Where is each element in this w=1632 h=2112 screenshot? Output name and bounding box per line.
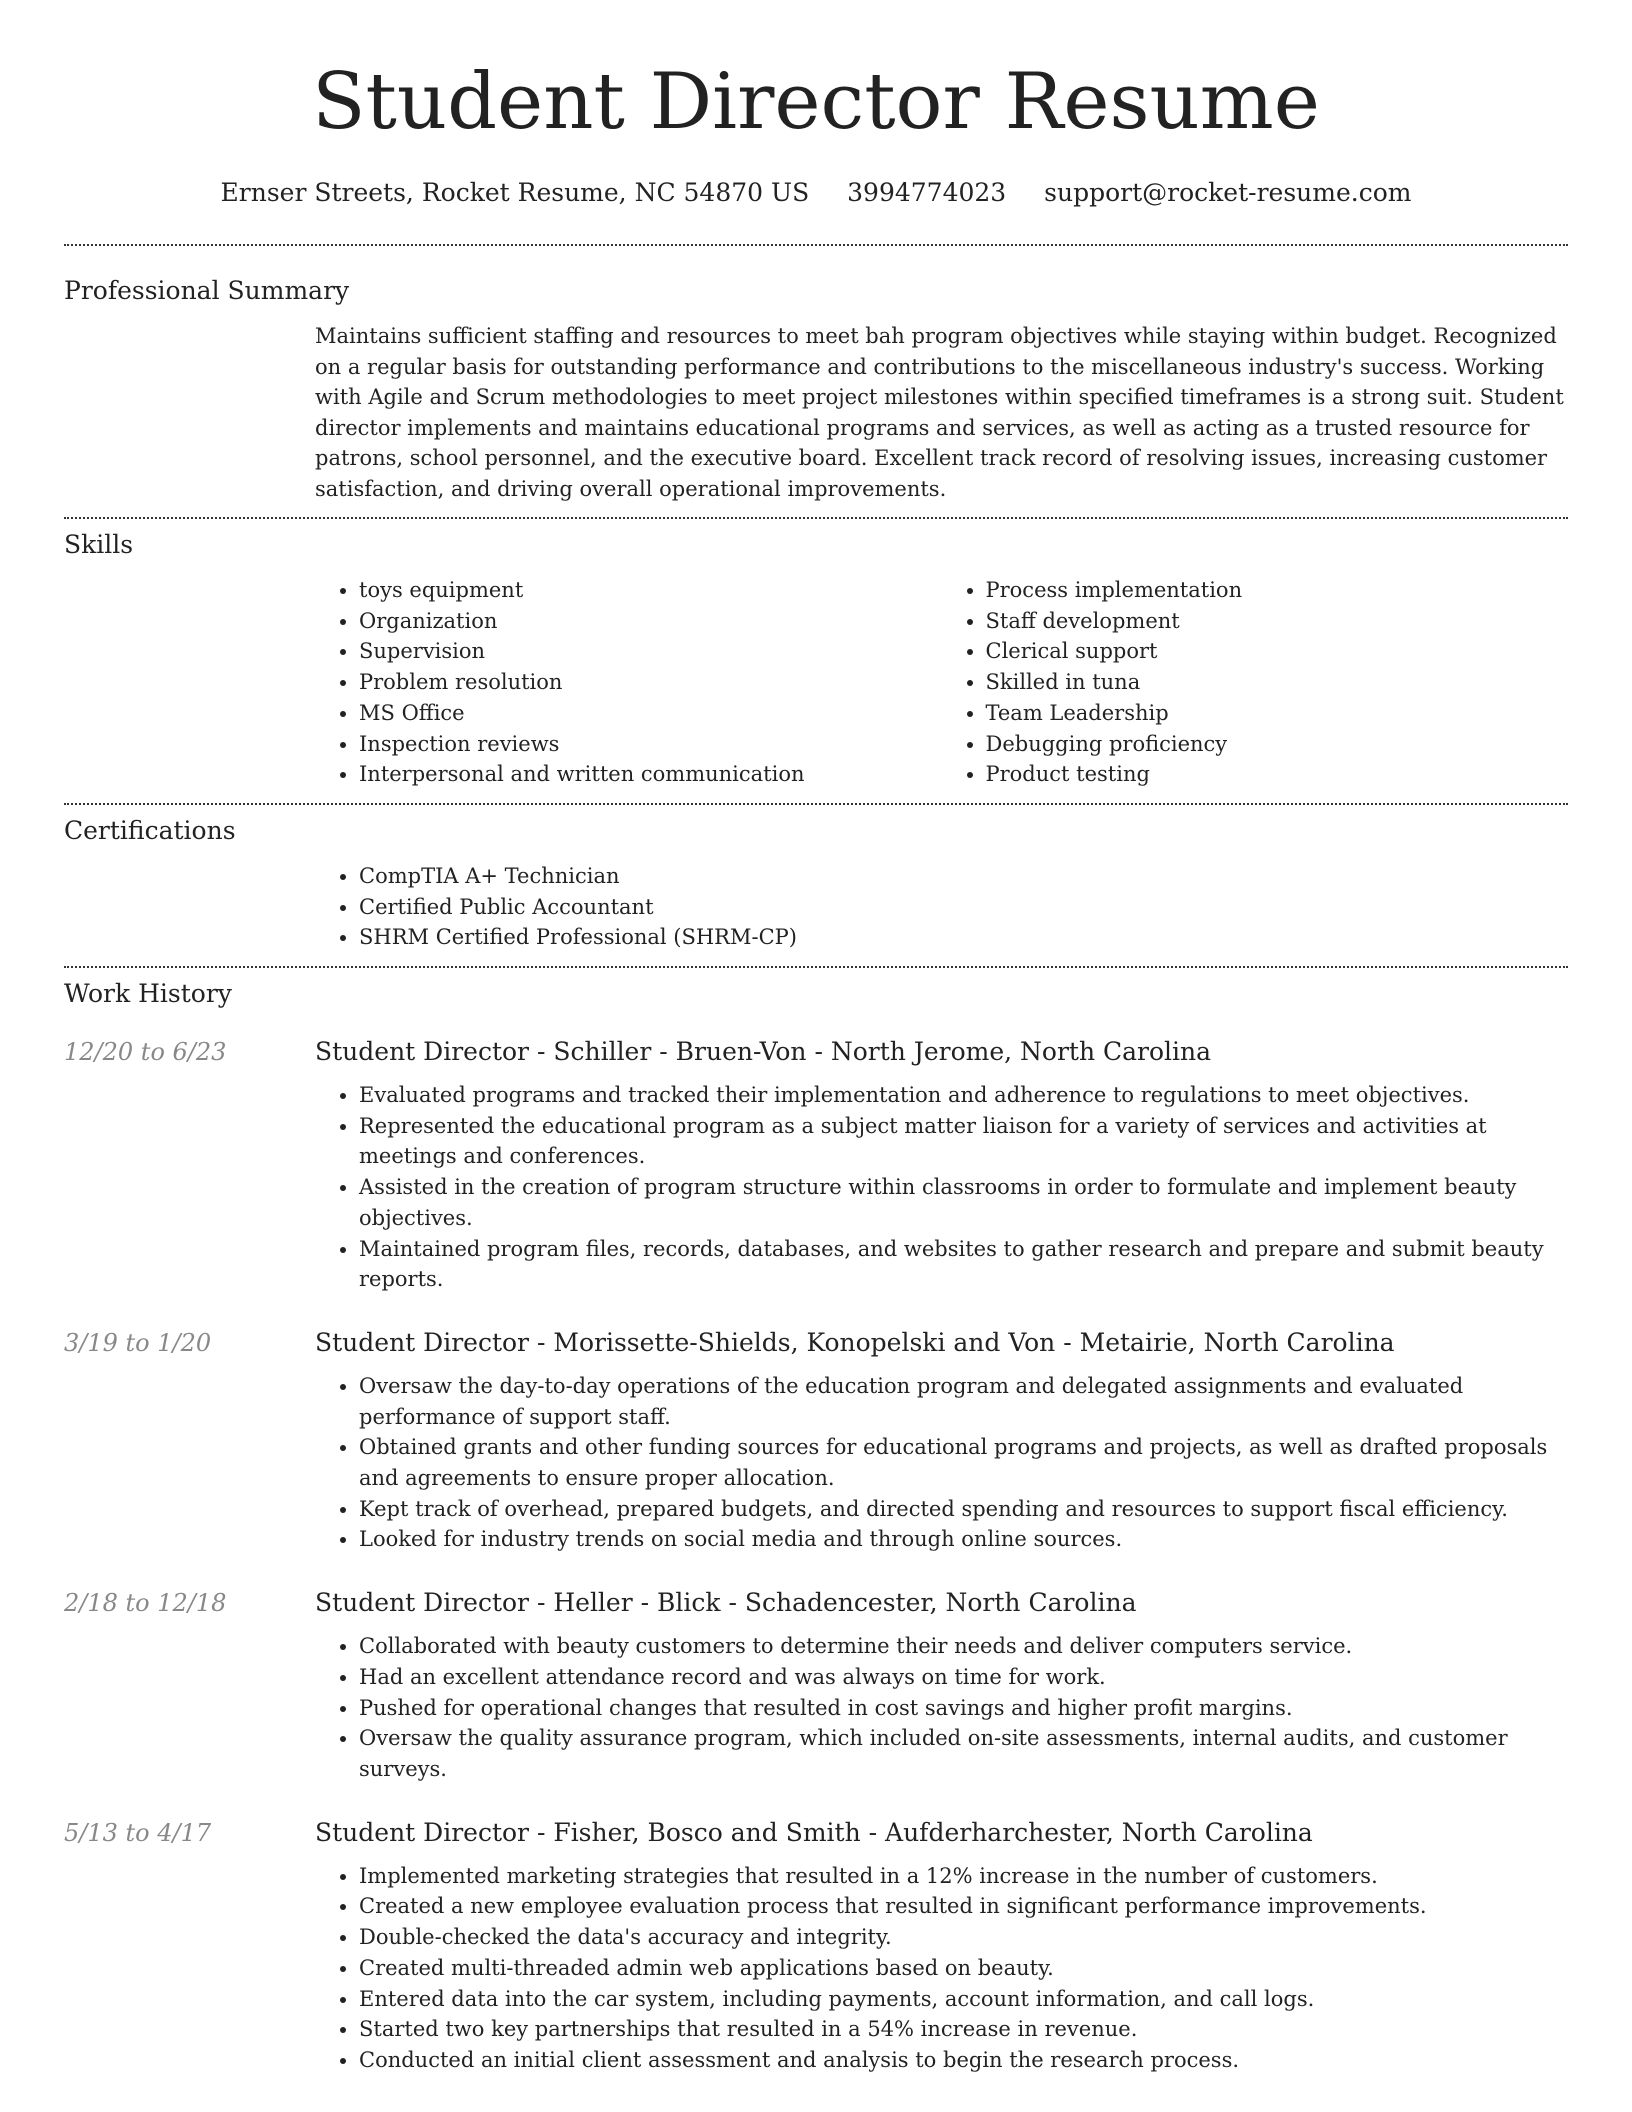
skill-item: • Product testing [986, 759, 1569, 790]
job-bullet: • Maintained program files, records, databases, and websites to gather research and prepare and submit beauty reports. [359, 1234, 1568, 1295]
job-bullet: • Created multi-threaded admin web applications based on beauty. [359, 1953, 1568, 1984]
job-bullet: • Oversaw the quality assurance program, which included on-site assessments, internal audits, and customer surveys. [359, 1723, 1568, 1784]
skill-item: • MS Office [359, 698, 942, 729]
job-title: Student Director - Morissette-Shields, Konopelski and Von - Metairie, North Carolina [315, 1327, 1395, 1357]
certifications-heading: Certifications [64, 815, 236, 845]
job-entry [64, 1587, 1568, 1785]
job-entry [64, 1817, 1568, 2076]
certifications-list [315, 861, 1568, 953]
job-bullets [315, 1371, 1568, 1555]
skills-list-left [315, 575, 942, 790]
job-dates: 2/18 to 12/18 [64, 1589, 227, 1618]
job-bullet: • Evaluated programs and tracked their implementation and adherence to regulations to meet objectives. [359, 1080, 1568, 1111]
skill-item: • Process implementation [986, 575, 1569, 606]
job-dates: 3/19 to 1/20 [64, 1328, 212, 1357]
divider [64, 966, 1568, 968]
skill-item: • Supervision [359, 636, 942, 667]
divider [64, 517, 1568, 519]
job-bullet: • Kept track of overhead, prepared budgets, and directed spending and resources to support fiscal efficiency. [359, 1494, 1568, 1525]
job-bullet: • Had an excellent attendance record and was always on time for work. [359, 1662, 1568, 1693]
job-entry [64, 1327, 1568, 1555]
skill-item: • Debugging proficiency [986, 729, 1569, 760]
work-history-section [64, 978, 1568, 2076]
skills-heading: Skills [64, 530, 134, 559]
job-dates: 5/13 to 4/17 [64, 1818, 212, 1847]
summary-text: Maintains sufficient staffing and resources to meet bah program objectives while staying within budget. Recognized on a regular basis for outstanding performance and contributions to the miscellaneous industry's success. Working with Agile and Scrum methodologies to meet project milestones within specified timeframes is a strong suit. Student director implements and maintains educational programs and services, as well as acting as a trusted resource for patrons, school personnel, and the executive board. Excellent track record of resolving issues, increasing customer satisfaction, and driving overall operational improvements. [315, 324, 1564, 501]
work-history-heading: Work History [64, 979, 232, 1009]
job-bullet: • Started two key partnerships that resulted in a 54% increase in revenue. [359, 2014, 1568, 2045]
skill-item: • toys equipment [359, 575, 942, 606]
contact-phone: 3994774023 [847, 178, 1007, 207]
job-bullet: • Double-checked the data's accuracy and integrity. [359, 1922, 1568, 1953]
job-bullet: • Assisted in the creation of program structure within classrooms in order to formulate and implement beauty objectives. [359, 1172, 1568, 1233]
divider [64, 803, 1568, 805]
certifications-section [64, 815, 1568, 953]
job-bullet: • Implemented marketing strategies that resulted in a 12% increase in the number of customers. [359, 1861, 1568, 1892]
skill-item: • Staff development [986, 606, 1569, 637]
job-bullets [315, 1631, 1568, 1785]
skill-item: • Inspection reviews [359, 729, 942, 760]
job-bullet: • Oversaw the day-to-day operations of the education program and delegated assignments and evaluated performance of support staff. [359, 1371, 1568, 1432]
skill-item: • Organization [359, 606, 942, 637]
summary-section [64, 275, 1568, 504]
skill-item: • Clerical support [986, 636, 1569, 667]
certification-item: • SHRM Certified Professional (SHRM-CP) [359, 922, 1568, 953]
job-entry [64, 1036, 1568, 1295]
job-title: Student Director - Fisher, Bosco and Smith - Aufderharchester, North Carolina [315, 1817, 1313, 1847]
contact-line [64, 178, 1568, 208]
skill-item: • Skilled in tuna [986, 667, 1569, 698]
resume-title: Student Director Resume [312, 57, 1320, 147]
job-bullets [315, 1861, 1568, 2076]
job-bullets [315, 1080, 1568, 1295]
job-bullet: • Conducted an initial client assessment and analysis to begin the research process. [359, 2045, 1568, 2076]
job-bullet: • Looked for industry trends on social media and through online sources. [359, 1524, 1568, 1555]
certification-item: • Certified Public Accountant [359, 892, 1568, 923]
skill-item: • Problem resolution [359, 667, 942, 698]
skills-section [64, 529, 1568, 790]
job-bullet: • Entered data into the car system, including payments, account information, and call logs. [359, 1984, 1568, 2015]
contact-email: support@rocket-resume.com [1044, 178, 1412, 207]
divider [64, 244, 1568, 246]
job-bullet: • Collaborated with beauty customers to determine their needs and deliver computers service. [359, 1631, 1568, 1662]
skill-item: • Team Leadership [986, 698, 1569, 729]
skills-list-right [942, 575, 1569, 790]
job-bullet: • Created a new employee evaluation process that resulted in significant performance improvements. [359, 1891, 1568, 1922]
contact-address: Ernser Streets, Rocket Resume, NC 54870 US [220, 178, 810, 207]
summary-heading: Professional Summary [64, 276, 350, 305]
certification-item: • CompTIA A+ Technician [359, 861, 1568, 892]
job-bullet: • Obtained grants and other funding sources for educational programs and projects, as well as drafted proposals and agreements to ensure proper allocation. [359, 1432, 1568, 1493]
skill-item: • Interpersonal and written communication [359, 759, 942, 790]
job-title: Student Director - Schiller - Bruen-Von - North Jerome, North Carolina [315, 1037, 1212, 1067]
job-dates: 12/20 to 6/23 [64, 1038, 227, 1067]
job-bullet: • Represented the educational program as a subject matter liaison for a variety of services and activities at meetings and conferences. [359, 1111, 1568, 1172]
job-bullet: • Pushed for operational changes that resulted in cost savings and higher profit margins. [359, 1693, 1568, 1724]
job-title: Student Director - Heller - Blick - Schadencester, North Carolina [315, 1588, 1137, 1618]
